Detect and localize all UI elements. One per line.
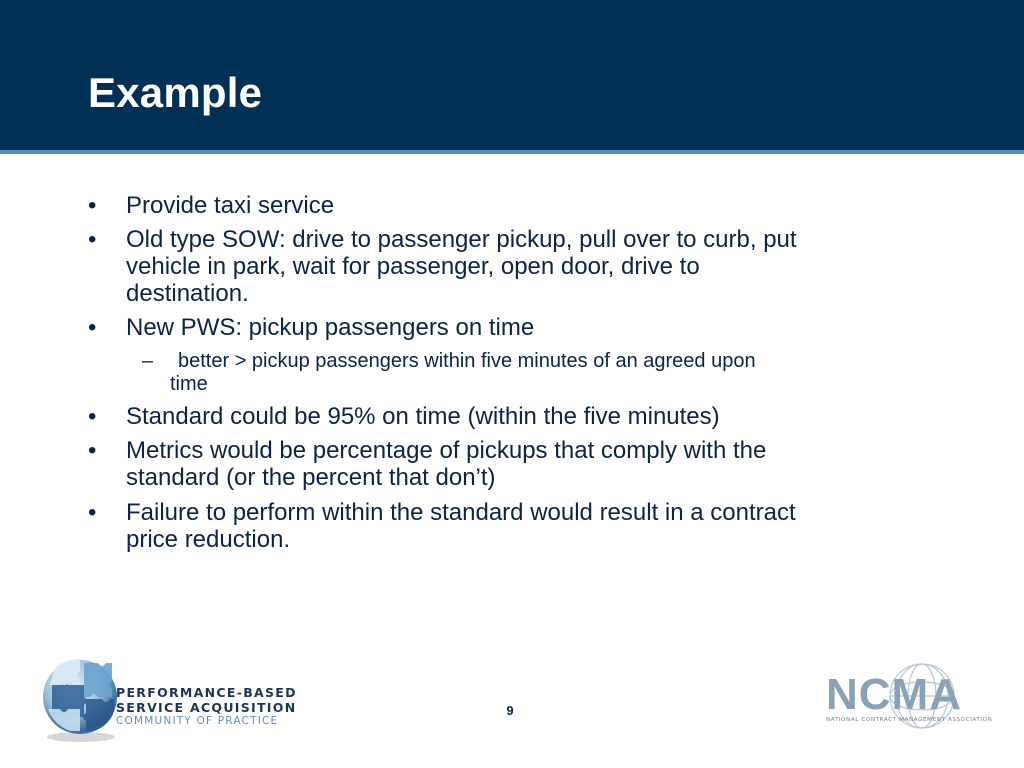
ncma-wordmark: NCMA: [826, 670, 962, 719]
sub-bullet-marker: –: [142, 350, 154, 372]
pbsa-logo-line3: COMMUNITY OF PRACTICE: [116, 715, 279, 727]
sub-bullet-line: better > pickup passengers within five minutes of an agreed upon: [178, 350, 756, 372]
bullet-text: [126, 226, 946, 307]
bullet-text: [126, 437, 946, 491]
bullet-marker: •: [88, 437, 97, 464]
bullet-line: Failure to perform within the standard would result in a contract: [126, 499, 796, 526]
bullet-text: [126, 403, 946, 430]
bullet-line: Old type SOW: drive to passenger pickup, pull over to curb, put: [126, 226, 797, 253]
bullet-line: Standard could be 95% on time (within the five minutes): [126, 403, 720, 430]
puzzle-globe-icon: [40, 655, 122, 745]
bullet-text: [126, 192, 946, 219]
bullet-marker: •: [88, 314, 97, 341]
pbsa-logo-line1: PERFORMANCE-BASED: [116, 685, 297, 700]
bullet-line: Metrics would be percentage of pickups that comply with the: [126, 437, 767, 464]
pbsa-logo: [40, 655, 320, 745]
sub-bullet-line: time: [170, 373, 208, 395]
bullet-line: vehicle in park, wait for passenger, open door, drive to: [126, 253, 700, 280]
bullet-line: Provide taxi service: [126, 192, 335, 219]
bullet-line: price reduction.: [126, 526, 291, 553]
sub-bullet-text: [172, 349, 932, 373]
slide-title: Example: [88, 69, 263, 116]
bullet-text: [126, 499, 946, 553]
bullet-marker: •: [88, 499, 97, 526]
page-number: 9: [506, 703, 514, 718]
bullet-line: New PWS: pickup passengers on time: [126, 314, 535, 341]
title-bar-divider: [0, 150, 1024, 154]
ncma-logo: [820, 656, 993, 746]
bullet-line: destination.: [126, 280, 249, 307]
bullet-text: [126, 314, 946, 341]
bullet-marker: •: [88, 226, 97, 253]
bullet-marker: •: [88, 403, 97, 430]
ncma-tagline: NATIONAL CONTRACT MANAGEMENT ASSOCIATION: [826, 717, 993, 723]
bullet-line: standard (or the percent that don’t): [126, 464, 496, 491]
bullet-marker: •: [88, 192, 97, 219]
pbsa-logo-line2: SERVICE ACQUISITION: [116, 700, 297, 715]
